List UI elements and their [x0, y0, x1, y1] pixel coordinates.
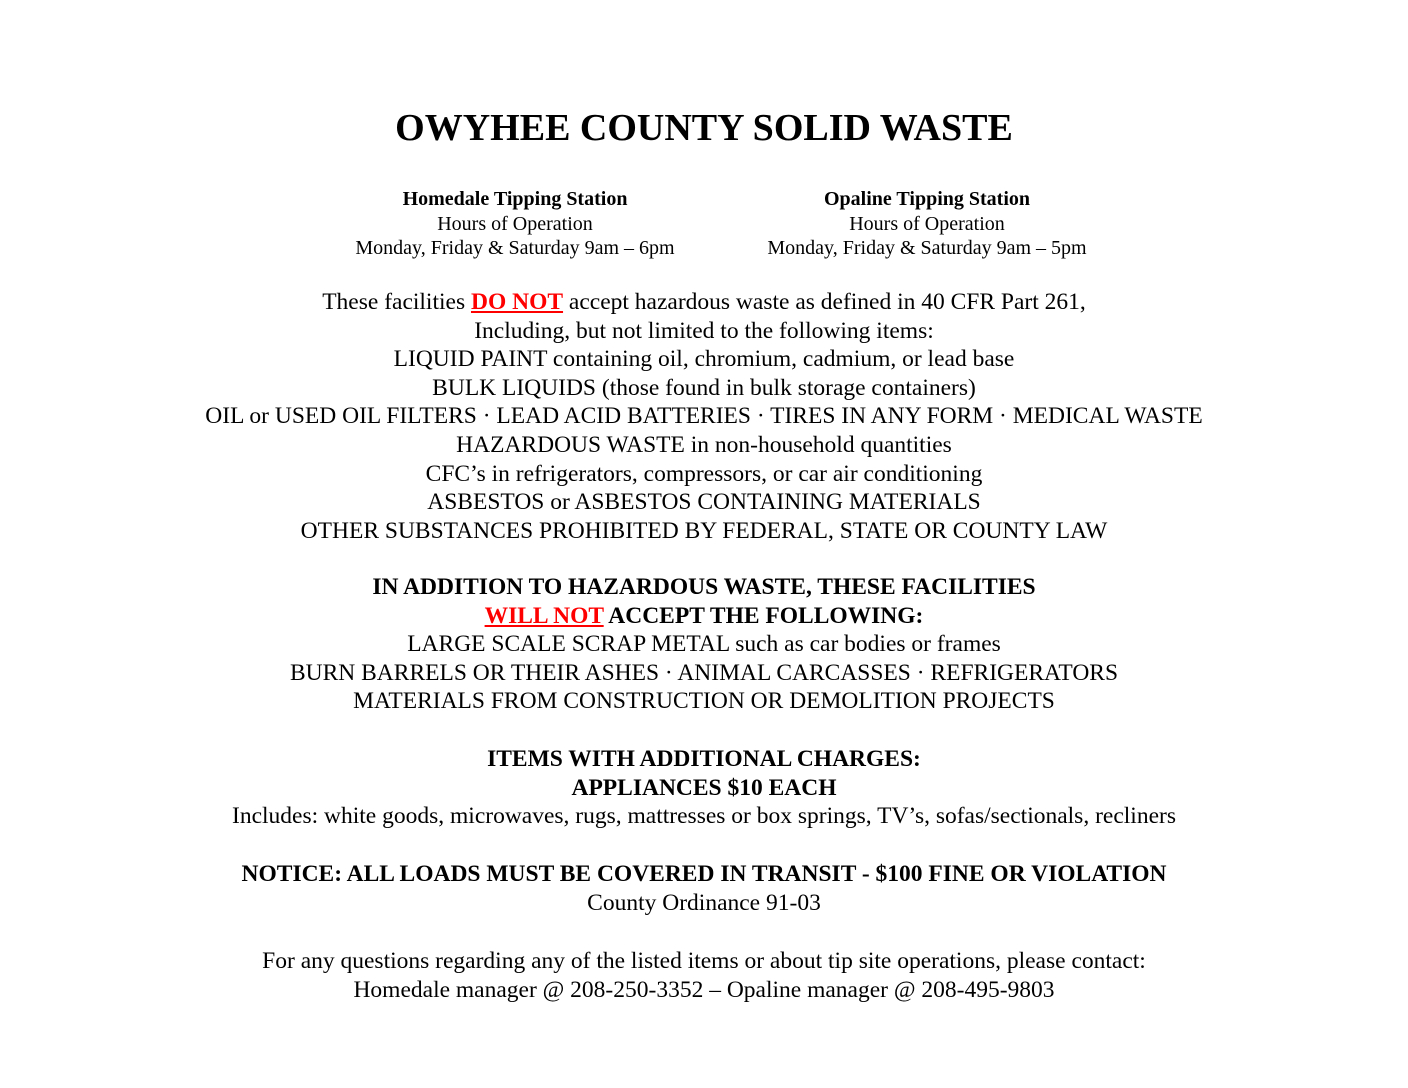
- list-item: OTHER SUBSTANCES PROHIBITED BY FEDERAL, STATE OR COUNTY LAW: [300, 517, 1108, 544]
- station-name: Opaline Tipping Station: [823, 188, 1030, 210]
- station-name: Homedale Tipping Station: [402, 188, 628, 210]
- hazardous-intro: [0, 288, 1408, 317]
- ordinance-text: County Ordinance 91-03: [587, 889, 821, 916]
- list-item: HAZARDOUS WASTE in non-household quantities: [456, 431, 952, 458]
- hours-label: Hours of Operation: [437, 212, 593, 235]
- list-item: LARGE SCALE SCRAP METAL such as car bodies or frames: [407, 631, 1001, 658]
- opaline-station-info: [727, 187, 1127, 261]
- contact-phones: Homedale manager @ 208-250-3352 – Opaline manager @ 208-495-9803: [353, 976, 1055, 1003]
- notice-text: NOTICE: ALL LOADS MUST BE COVERED IN TRANSIT - $100 FINE OR VIOLATION: [241, 861, 1167, 887]
- intro-text: These facilities: [322, 289, 471, 315]
- charges-heading: ITEMS WITH ADDITIONAL CHARGES:: [487, 746, 921, 772]
- hours-label: Hours of Operation: [849, 212, 1005, 235]
- do-not-emphasis: DO NOT: [470, 289, 564, 315]
- not-accepted-section: [0, 573, 1408, 716]
- list-item: BURN BARRELS OR THEIR ASHES · ANIMAL CARCASSES · REFRIGERATORS: [289, 659, 1119, 686]
- intro-text: accept hazardous waste as defined in 40 CFR Part 261,: [563, 289, 1086, 315]
- notice-section: [0, 860, 1408, 917]
- list-item: BULK LIQUIDS (those found in bulk storage containers): [432, 374, 976, 401]
- appliances-charge: APPLIANCES $10 EACH: [571, 774, 837, 801]
- contact-intro: For any questions regarding any of the listed items or about tip site operations, please contact:: [262, 948, 1146, 974]
- page-title: OWYHEE COUNTY SOLID WASTE: [395, 107, 1013, 149]
- additional-charges-section: [0, 745, 1408, 831]
- list-item: CFC’s in refrigerators, compressors, or car air conditioning: [425, 460, 983, 487]
- list-item: OIL or USED OIL FILTERS · LEAD ACID BATTERIES · TIRES IN ANY FORM · MEDICAL WASTE: [205, 403, 1203, 430]
- station-hours: Monday, Friday & Saturday 9am – 5pm: [767, 237, 1087, 259]
- hazardous-waste-section: [0, 288, 1408, 545]
- heading-text: ACCEPT THE FOLLOWING:: [603, 602, 924, 629]
- homedale-station-info: [315, 187, 715, 261]
- contact-section: [0, 947, 1408, 1004]
- hazardous-intro-line2: Including, but not limited to the following items:: [474, 317, 934, 344]
- station-hours: Monday, Friday & Saturday 9am – 6pm: [355, 237, 675, 259]
- list-item: ASBESTOS or ASBESTOS CONTAINING MATERIALS: [427, 489, 981, 516]
- list-item: MATERIALS FROM CONSTRUCTION OR DEMOLITION PROJECTS: [353, 688, 1055, 715]
- charges-includes: Includes: white goods, microwaves, rugs, mattresses or box springs, TV’s, sofas/sectionals, recliners: [232, 803, 1176, 830]
- not-accepted-heading-line2: [0, 602, 1408, 631]
- not-accepted-heading: IN ADDITION TO HAZARDOUS WASTE, THESE FACILITIES: [372, 574, 1036, 600]
- will-not-emphasis: WILL NOT: [484, 602, 604, 629]
- list-item: LIQUID PAINT containing oil, chromium, cadmium, or lead base: [393, 346, 1015, 373]
